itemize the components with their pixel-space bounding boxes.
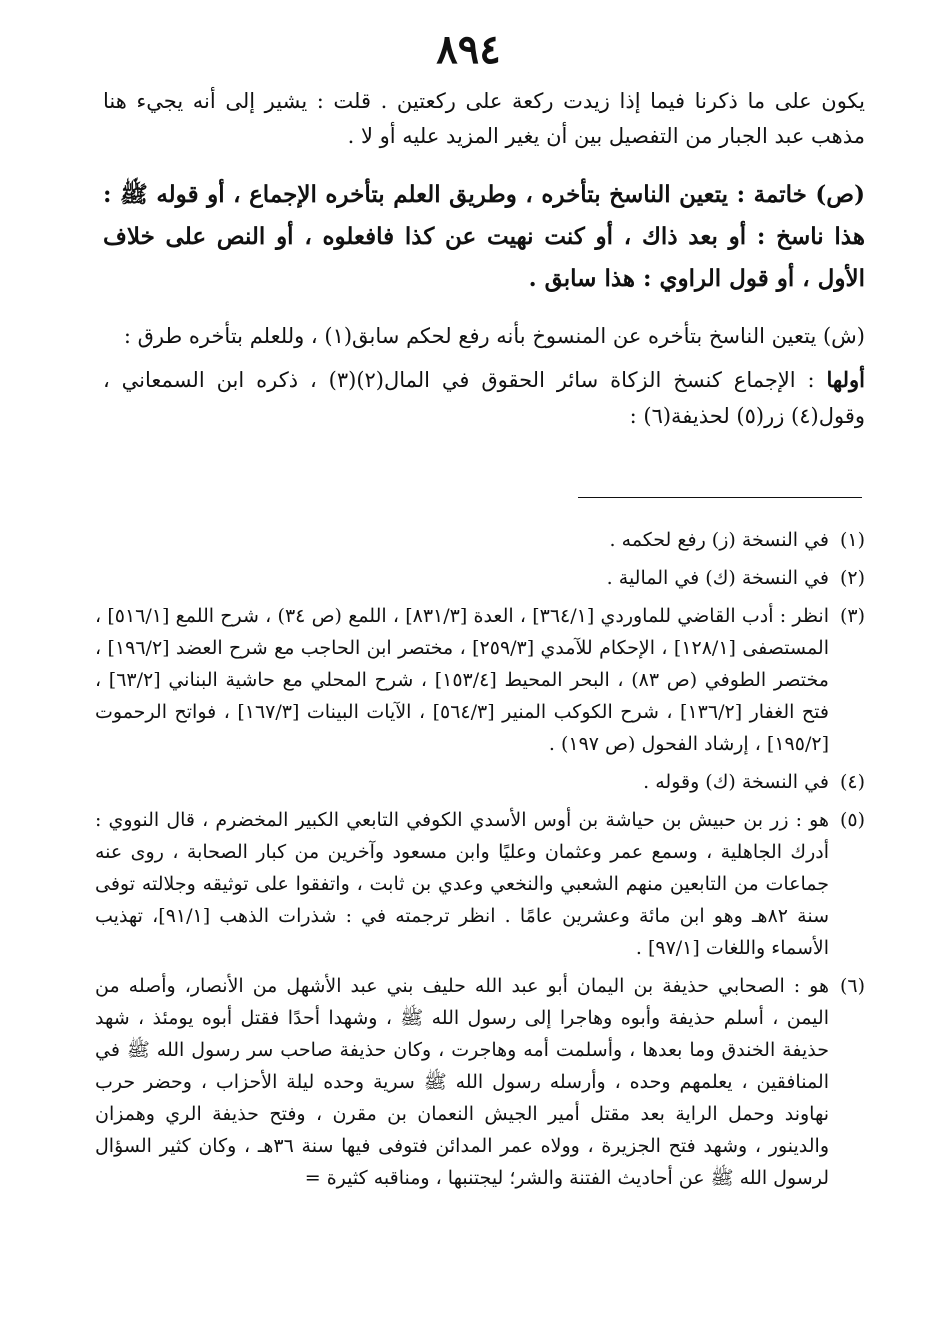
- paragraph-commentary-intro: يكون على ما ذكرنا فيما إذا زيدت ركعة على ركعتين . قلت : يشير إلى أنه يجيء هنا مذهب عبد الجبار من التفصيل بين أن يغير المزيد عليه أو لا .: [103, 89, 865, 148]
- footnote-text: في النسخة (ك) في المالية .: [606, 567, 829, 589]
- footnote-text: انظر : أدب القاضي للماوردي [٣٦٤/١] ، العدة [٨٣١/٣] ، اللمع (ص ٣٤) ، شرح اللمع [٥١٦/١] ، المستصفى [١٢٨/١] ، الإحكام للآمدي [٢٥٩/٣] ، مختصر ابن الحاجب مع شرح العضد [١٩٦/٢] ، مختصر الطوفي (ص ٨٣) ، البحر المحيط [١٥٣/٤] ، شرح المحلي مع حاشية البناني [٦٣/٢] ، فتح الغفار [١٣٦/٢] ، شرح الكوكب المنير [٥٦٤/٣] ، الآيات البينات [١٦٧/٣] ، فواتح الرحموت [١٩٥/٢] ، إرشاد الفحول (ص ١٩٧) .: [95, 605, 830, 755]
- footnote-number: (٦): [839, 975, 865, 997]
- footnote-text: في النسخة (ك) وقوله .: [643, 771, 829, 793]
- footnotes: [95, 524, 865, 1200]
- paragraph-matn-khatima: (ص) خاتمة : يتعين الناسخ بتأخره ، وطريق العلم بتأخره الإجماع ، أو قوله ﷺ : هذا ناسخ : أو بعد ذاك ، أو كنت نهيت عن كذا فافعلوه ، أو النص على خلاف الأول ، أو قول الراوي : هذا سابق .: [103, 181, 865, 292]
- footnote-number: (٥): [839, 809, 865, 831]
- footnote-number: (١): [839, 529, 865, 551]
- paragraph-sharh: (ش) يتعين الناسخ بتأخره عن المنسوخ بأنه رفع لحكم سابق(١) ، وللعلم بتأخره طرق :: [123, 324, 865, 348]
- footnote-number: (٤): [839, 771, 865, 793]
- footnote-2: [95, 562, 865, 594]
- footnote-text: هو : الصحابي حذيفة بن اليمان أبو عبد الله حليف بني عبد الأشهل من الأنصار، وأصله من اليمن ، أسلم حذيفة وأبوه وهاجرا إلى رسول الله ﷺ ، وشهدا أحدًا فقتل أبوه يومئذ ، شهد حذيفة الخندق وما بعدها ، وأسلمت أمه وهاجرت ، وكان حذيفة صاحب سر رسول الله ﷺ في المنافقين ، يعلمهم وحده ، وأرسله رسول الله ﷺ سرية وحده ليلة الأحزاب ، وحضر حرب نهاوند وحمل الراية بعد مقتل أمير الجيش النعمان بن مقرن ، وفتح حذيفة الري وهمزان والدينور ، وشهد فتح الجزيرة ، وولاه عمر المدائن فتوفى فيها سنة ٣٦هـ ، وكان كثير السؤال لرسول الله ﷺ عن أحاديث الفتنة والشر؛ ليجتنبها ، ومناقبه كثيرة =: [95, 975, 829, 1189]
- footnote-divider: [578, 497, 862, 498]
- paragraph-first-method: [103, 362, 865, 434]
- footnote-6: [95, 970, 865, 1194]
- footnote-3: [95, 600, 865, 760]
- footnote-number: (٢): [839, 567, 865, 589]
- main-text: [103, 84, 865, 434]
- first-method-text: : الإجماع كنسخ الزكاة سائر الحقوق في المال(٢)(٣) ، ذكره ابن السمعاني ، وقول(٤) زر(٥) لحذيفة(٦) :: [103, 368, 865, 428]
- footnote-text: في النسخة (ز) رفع لحكمه .: [609, 529, 829, 551]
- footnote-4: [95, 766, 865, 798]
- footnote-1: [95, 524, 865, 556]
- footnote-5: [95, 804, 865, 964]
- footnote-number: (٣): [839, 605, 865, 627]
- page-number: ٨٩٤: [436, 26, 501, 73]
- first-method-lead: أولها: [826, 367, 865, 392]
- footnote-text: هو : زر بن حبيش بن حياشة بن أوس الأسدي الكوفي التابعي الكبير المخضرم ، قال النووي : أدرك الجاهلية ، وسمع عمر وعثمان وعليًا وابن مسعود وآخرين من كبار الصحابة ، روى عنه جماعات من التابعين منهم الشعبي والنخعي وعدي بن ثابت ، واتفقوا على توثيقه وجلالته توفى سنة ٨٢هـ وهو ابن مائة وعشرين عامًا . انظر ترجمته في : شذرات الذهب [٩١/١]، تهذيب الأسماء واللغات [٩٧/١] .: [95, 809, 829, 959]
